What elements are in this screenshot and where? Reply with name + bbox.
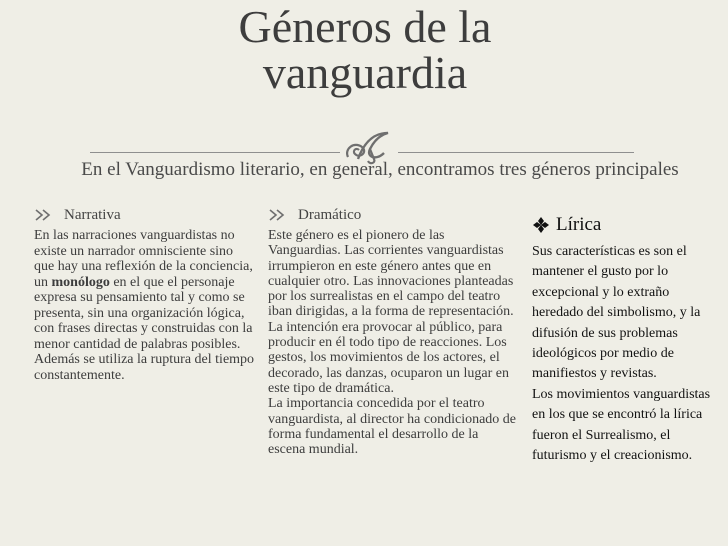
narrativa-paragraph-2: Además se utiliza la ruptura del tiempo constantemente. bbox=[34, 352, 255, 383]
slide-subtitle: En el Vanguardismo literario, en general, encontramos tres géneros principales bbox=[81, 159, 679, 180]
double-chevron-bullet-icon bbox=[34, 208, 54, 222]
dramatico-heading-label: Dramático bbox=[298, 207, 362, 223]
narrativa-heading-label: Narrativa bbox=[64, 207, 121, 223]
narrativa-text-2: en el que el personaje expresa su pensamiento tal y como se presenta, sin una organización lógica, con frases directas y construidas con la menor cantidad de palabras posibles. bbox=[34, 274, 253, 352]
title-rule-right bbox=[398, 152, 634, 153]
dramatico-paragraph-2: La importancia concedida por el teatro vanguardista, al director ha condicionado de forma fundamental el desarrollo de la escena mundial. bbox=[268, 396, 517, 458]
narrativa-text-1: En las narraciones vanguardistas no existe un narrador omnisciente sino que hay una reflexión de la conciencia, un bbox=[34, 228, 253, 290]
lirica-paragraph-2: Los movimientos vanguardistas en los que se encontró la lírica fueron el Surrealismo, el futurismo y el creacionismo. bbox=[532, 386, 711, 464]
narrativa-paragraph bbox=[34, 228, 256, 352]
lirica-column bbox=[532, 214, 712, 466]
narrativa-heading bbox=[34, 206, 256, 224]
lirica-paragraph-1: Sus características es son el mantener el gusto por lo excepcional y lo extraño heredado del simbolismo, y la difusión de sus problemas ideológicos por medio de manifiestos y revistas. bbox=[532, 244, 701, 382]
lirica-heading-label: Lírica bbox=[556, 214, 602, 235]
double-chevron-bullet-icon bbox=[268, 208, 288, 222]
dramatico-heading bbox=[268, 206, 518, 224]
lirica-heading bbox=[532, 214, 712, 236]
diamond-bullet-icon bbox=[532, 216, 550, 234]
narrativa-bold-term: monólogo bbox=[51, 274, 110, 290]
dramatico-paragraph-1: Este género es el pionero de las Vanguardias. Las corrientes vanguardistas irrumpieron en este género antes que en cualquier otro. Las innovaciones planteadas por los surrealistas en el campo del teatro iban dirigidas, a la forma de representación. La intención era provocar al público, para producir en él todo tipo de reacciones. Los gestos, los movimientos de los actores, el decorado, las danzas, ocuparon un lugar en este tipo de dramática. bbox=[268, 228, 514, 396]
title-rule-left bbox=[90, 152, 340, 153]
dramatico-column bbox=[268, 206, 518, 457]
slide-title: Géneros de la vanguardia bbox=[238, 1, 492, 98]
narrativa-column bbox=[34, 206, 256, 383]
